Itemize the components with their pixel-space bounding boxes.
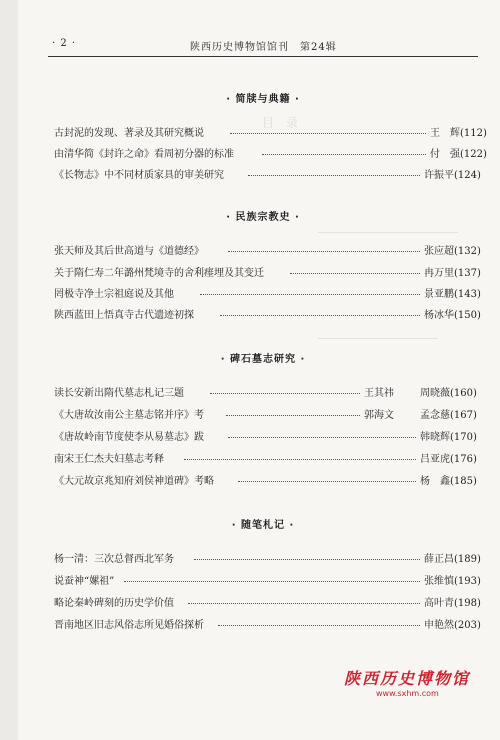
entry-title: 晋南地区旧志风俗志所见婚俗探析 bbox=[54, 620, 204, 631]
toc-entry[interactable] bbox=[54, 124, 487, 139]
entry-coauthor: 郭海文 bbox=[364, 410, 394, 421]
dot-leader bbox=[262, 154, 426, 155]
show-through-mark: 目 录 bbox=[262, 116, 299, 130]
entry-author: 杨冰华(150) bbox=[424, 310, 481, 321]
section-heading: · 简牍与典籍 · bbox=[226, 94, 300, 105]
dot-leader bbox=[220, 315, 420, 316]
dot-leader bbox=[124, 581, 420, 582]
museum-url[interactable]: www.sxhm.com bbox=[376, 689, 439, 698]
dot-leader bbox=[238, 481, 416, 482]
header-rule bbox=[48, 56, 478, 57]
dot-leader bbox=[194, 559, 420, 560]
toc-entry[interactable] bbox=[54, 166, 482, 180]
toc-entry[interactable] bbox=[54, 550, 482, 564]
entry-title: 说蚕神“嫘祖” bbox=[54, 576, 115, 587]
entry-author: 冉万里(137) bbox=[424, 268, 481, 279]
entry-author: 高叶青(198) bbox=[424, 598, 481, 609]
entry-coauthor: 王其祎 bbox=[364, 388, 394, 399]
dot-leader bbox=[200, 294, 420, 295]
entry-author: 孟念慈(167) bbox=[420, 410, 477, 421]
entry-title: 由清华简《封许之命》看周初分器的标准 bbox=[54, 149, 234, 160]
entry-title: 罔极寺净土宗祖庭说及其他 bbox=[54, 289, 174, 300]
dot-leader bbox=[228, 437, 416, 438]
entry-title: 《唐故岭南节度使李从易墓志》跋 bbox=[54, 432, 204, 443]
toc-entry[interactable] bbox=[54, 450, 482, 464]
toc-entry[interactable] bbox=[54, 384, 482, 398]
dot-leader bbox=[230, 133, 426, 134]
toc-entry[interactable] bbox=[54, 145, 487, 160]
entry-title: 南宋王仁杰夫妇墓志考释 bbox=[54, 454, 164, 465]
entry-author: 杨 鑫(185) bbox=[420, 476, 477, 487]
entry-author: 付 强(122) bbox=[430, 149, 487, 160]
entry-author: 景亚鹏(143) bbox=[424, 289, 481, 300]
dot-leader bbox=[210, 393, 360, 394]
entry-title: 略论秦岭碑刻的历史学价值 bbox=[54, 598, 174, 609]
toc-entry[interactable] bbox=[54, 472, 482, 486]
toc-entry[interactable] bbox=[54, 428, 482, 442]
toc-entry[interactable] bbox=[54, 264, 482, 278]
entry-title: 陕西蓝田上悟真寺古代遗迹初探 bbox=[54, 310, 194, 321]
entry-author: 许振平(124) bbox=[424, 170, 481, 181]
museum-logo: 陕西历史博物馆 bbox=[344, 669, 471, 688]
entry-title: 杨一清：三次总督西北军务 bbox=[54, 554, 174, 565]
toc-entry[interactable] bbox=[54, 616, 482, 630]
toc-entry[interactable] bbox=[54, 406, 482, 420]
toc-entry[interactable] bbox=[54, 242, 482, 256]
journal-title: 陕西历史博物馆馆刊 第24辑 bbox=[190, 42, 337, 53]
dot-leader bbox=[218, 625, 420, 626]
section-heading: · 民族宗教史 · bbox=[226, 212, 300, 223]
dot-leader bbox=[290, 273, 420, 274]
entry-author: 王 辉(112) bbox=[430, 128, 487, 139]
toc-entry[interactable] bbox=[54, 306, 482, 320]
page-number: · 2 · bbox=[52, 38, 77, 49]
section-heading: · 碑石墓志研究 · bbox=[220, 354, 306, 365]
entry-author: 申艳然(203) bbox=[424, 620, 481, 631]
entry-author: 张应超(132) bbox=[424, 246, 481, 257]
journal-page bbox=[18, 0, 500, 740]
dot-leader bbox=[228, 251, 420, 252]
dot-leader bbox=[248, 175, 420, 176]
dot-leader bbox=[226, 415, 360, 416]
entry-title: 读长安新出隋代墓志札记三题 bbox=[54, 388, 184, 399]
entry-title: 古封泥的发现、著录及其研究概说 bbox=[54, 128, 204, 139]
toc-entry[interactable] bbox=[54, 594, 482, 608]
section-heading: · 随笔札记 · bbox=[231, 520, 295, 531]
entry-title: 关于隋仁寿二年潞州梵境寺的舍利瘗埋及其变迁 bbox=[54, 268, 264, 279]
entry-author: 吕亚虎(176) bbox=[420, 454, 477, 465]
entry-title: 《大元故京兆知府刘侯神道碑》考略 bbox=[54, 476, 214, 487]
toc-entry[interactable] bbox=[54, 572, 482, 586]
dot-leader bbox=[188, 603, 420, 604]
entry-author: 薛正昌(189) bbox=[424, 554, 481, 565]
toc-entry[interactable] bbox=[54, 285, 482, 299]
entry-title: 《长物志》中不同材质家具的审美研究 bbox=[54, 170, 224, 181]
entry-title: 《大唐故汝南公主墓志铭并序》考 bbox=[54, 410, 204, 421]
entry-author: 周晓薇(160) bbox=[420, 388, 477, 399]
entry-author: 张维慎(193) bbox=[424, 576, 481, 587]
entry-title: 张天师及其后世高道与《道德经》 bbox=[54, 246, 204, 257]
dot-leader bbox=[184, 459, 416, 460]
entry-author: 韩晓辉(170) bbox=[420, 432, 477, 443]
